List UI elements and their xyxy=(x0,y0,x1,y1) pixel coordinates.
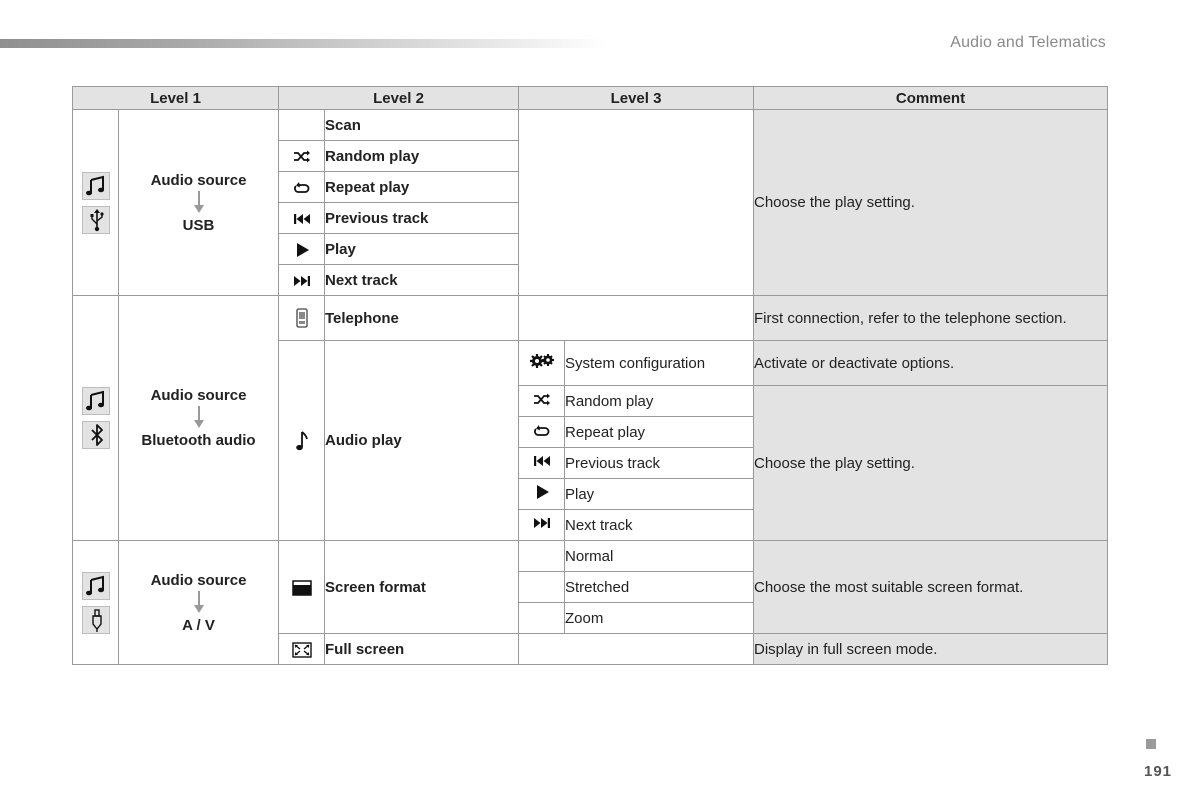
menu-item-telephone[interactable]: Telephone xyxy=(325,296,519,341)
empty-icon-cell xyxy=(519,572,565,603)
level3-empty xyxy=(519,634,754,665)
full-screen-icon xyxy=(292,642,312,658)
menu-item-screen-format[interactable]: Screen format xyxy=(325,541,519,634)
bluetooth-source-label xyxy=(119,296,279,541)
menu-item-random-play[interactable]: Random play xyxy=(325,141,519,172)
next-track-icon xyxy=(293,274,311,288)
menu-item-next-track[interactable]: Next track xyxy=(565,510,754,541)
source-title: Audio source xyxy=(150,387,247,404)
menu-item-previous-track[interactable]: Previous track xyxy=(565,448,754,479)
menu-item-repeat-play[interactable]: Repeat play xyxy=(325,172,519,203)
comment-system-configuration: Activate or deactivate options. xyxy=(754,341,1108,386)
music-note-icon xyxy=(82,172,110,200)
comment-screen-format: Choose the most suitable screen format. xyxy=(754,541,1108,634)
menu-item-full-screen[interactable]: Full screen xyxy=(325,634,519,665)
header-level-2: Level 2 xyxy=(279,87,519,110)
menu-item-random-play[interactable]: Random play xyxy=(565,386,754,417)
shuffle-icon xyxy=(293,149,311,164)
play-icon xyxy=(294,242,310,258)
header-decorative-bar xyxy=(0,39,610,48)
source-title: Audio source xyxy=(150,571,247,589)
previous-track-icon xyxy=(293,212,311,226)
gears-icon xyxy=(529,353,555,369)
eighth-note-icon xyxy=(294,430,310,452)
header-level-1: Level 1 xyxy=(73,87,279,110)
source-name: A / V xyxy=(182,616,215,634)
comment-telephone: First connection, refer to the telephone section. xyxy=(754,296,1108,341)
repeat-icon xyxy=(293,180,311,195)
menu-item-stretched[interactable]: Stretched xyxy=(565,572,754,603)
table-header-row xyxy=(73,87,1108,110)
menu-item-scan[interactable]: Scan xyxy=(325,110,519,141)
menu-item-previous-track[interactable]: Previous track xyxy=(325,203,519,234)
bluetooth-icon xyxy=(82,421,110,449)
usb-source-icons xyxy=(73,110,119,296)
level3-empty xyxy=(519,110,754,296)
empty-icon-cell xyxy=(279,110,325,141)
menu-table xyxy=(72,86,1108,665)
menu-item-audio-play[interactable]: Audio play xyxy=(325,341,519,541)
page-number: 191 xyxy=(1144,763,1173,780)
table-row xyxy=(73,296,1108,341)
usb-icon xyxy=(82,206,110,234)
comment-play-setting: Choose the play setting. xyxy=(754,110,1108,296)
menu-item-system-configuration[interactable]: System configuration xyxy=(565,341,754,386)
next-track-icon xyxy=(533,516,551,530)
screen-format-icon xyxy=(292,580,312,596)
menu-item-play[interactable]: Play xyxy=(325,234,519,265)
av-source-icons xyxy=(73,541,119,665)
source-name: USB xyxy=(182,216,215,234)
comment-play-setting: Choose the play setting. xyxy=(754,386,1108,541)
av-source-label xyxy=(119,541,279,665)
source-name: Bluetooth audio xyxy=(141,432,256,449)
header-comment: Comment xyxy=(754,87,1108,110)
source-title: Audio source xyxy=(150,171,247,189)
phone-icon xyxy=(295,308,309,328)
empty-icon-cell xyxy=(519,603,565,634)
down-arrow-icon xyxy=(192,591,206,615)
previous-track-icon xyxy=(533,454,551,468)
table-row xyxy=(73,110,1108,141)
header-level-3: Level 3 xyxy=(519,87,754,110)
section-title: Audio and Telematics xyxy=(950,34,1106,51)
menu-item-next-track[interactable]: Next track xyxy=(325,265,519,296)
down-arrow-icon xyxy=(192,406,206,430)
bluetooth-source-icons xyxy=(73,296,119,541)
level3-empty xyxy=(519,296,754,341)
shuffle-icon xyxy=(533,392,551,407)
music-note-icon xyxy=(82,572,110,600)
menu-item-zoom[interactable]: Zoom xyxy=(565,603,754,634)
comment-full-screen: Display in full screen mode. xyxy=(754,634,1108,665)
av-jack-icon xyxy=(82,606,110,634)
usb-source-label xyxy=(119,110,279,296)
repeat-icon xyxy=(533,423,551,438)
play-icon xyxy=(534,484,550,500)
menu-item-repeat-play[interactable]: Repeat play xyxy=(565,417,754,448)
table-row xyxy=(73,541,1108,572)
music-note-icon xyxy=(82,387,110,415)
menu-item-play[interactable]: Play xyxy=(565,479,754,510)
down-arrow-icon xyxy=(192,191,206,215)
empty-icon-cell xyxy=(519,541,565,572)
page-marker xyxy=(1146,739,1156,749)
menu-item-normal[interactable]: Normal xyxy=(565,541,754,572)
